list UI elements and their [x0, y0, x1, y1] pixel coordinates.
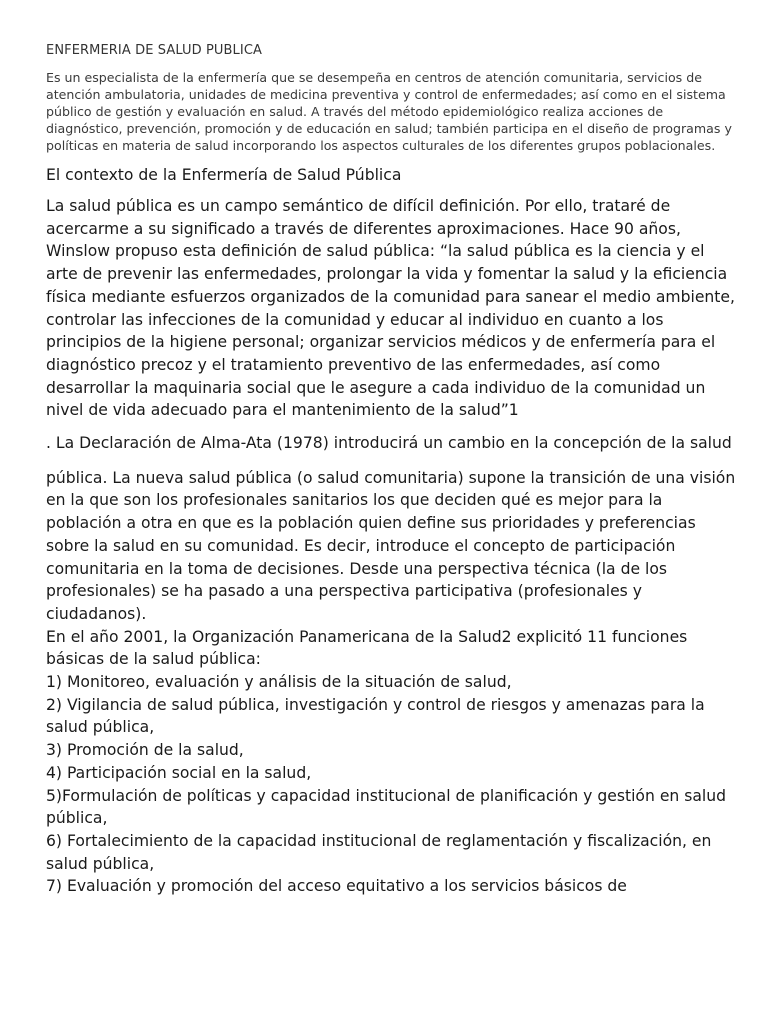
list-item: 5)Formulación de políticas y capacidad institucional de planificación y gestión en salud pública,: [46, 786, 727, 828]
list-item: 6) Fortalecimiento de la capacidad institucional de reglamentación y fiscalización, en salud pública,: [46, 831, 712, 873]
paragraph-ops-2001: En el año 2001, la Organización Panamericana de la Salud2 explicitó 11 funciones básicas de la salud pública:: [46, 627, 688, 669]
section-heading: El contexto de la Enfermería de Salud Pública: [46, 166, 402, 184]
list-item: 2) Vigilancia de salud pública, investigación y control de riesgos y amenazas para la salud pública,: [46, 695, 705, 737]
functions-list: [46, 671, 736, 898]
document-title: ENFERMERIA DE SALUD PUBLICA: [46, 43, 263, 58]
paragraph-alma-ata: . La Declaración de Alma-Ata (1978) introducirá un cambio en la concepción de la salud: [46, 434, 732, 453]
document-page: [46, 42, 736, 898]
list-item: 7) Evaluación y promoción del acceso equitativo a los servicios básicos de: [46, 877, 627, 896]
paragraph-winslow-definition: La salud pública es un campo semántico de difícil definición. Por ello, trataré de acercarme a su significado a través de diferentes aproximaciones. Hace 90 años, Winslow propuso esta definición de salud pública: “la salud pública es la ciencia y el arte de prevenir las enfermedades, prolongar la vida y fomentar la salud y la eficiencia física mediante esfuerzos organizados de la comunidad para sanear el medio ambiente, controlar las infecciones de la comunidad y educar al individuo en cuanto a los principios de la higiene personal; organizar servicios médicos y de enfermería para el diagnóstico precoz y el tratamiento preventivo de las enfermedades, así como desarrollar la maquinaria social que le asegure a cada individuo de la comunidad un nivel de vida adecuado para el mantenimiento de la salud”1: [46, 197, 735, 420]
paragraph-nueva-salud-publica: pública. La nueva salud pública (o salud comunitaria) supone la transición de una visión en la que son los profesionales sanitarios los que deciden qué es mejor para la población a otra en que es la población quien define sus prioridades y preferencias sobre la salud en su comunidad. Es decir, introduce el concepto de participación comunitaria en la toma de decisiones. Desde una perspectiva técnica (la de los profesionales) se ha pasado a una perspectiva participativa (profesionales y ciudadanos).: [46, 468, 736, 623]
intro-paragraph: Es un especialista de la enfermería que se desempeña en centros de atención comunitaria, servicios de atención ambulatoria, unidades de medicina preventiva y control de enfermedades; así como en el sistema público de gestión y evaluación en salud. A través del método epidemiológico realiza acciones de diagnóstico, prevención, promoción y de educación en salud; también participa en el diseño de programas y políticas en materia de salud incorporando los aspectos culturales de los diferentes grupos poblacionales.: [46, 70, 732, 153]
list-item: 4) Participación social en la salud,: [46, 763, 312, 782]
list-item: 1) Monitoreo, evaluación y análisis de la situación de salud,: [46, 673, 512, 692]
list-item: 3) Promoción de la salud,: [46, 741, 244, 760]
